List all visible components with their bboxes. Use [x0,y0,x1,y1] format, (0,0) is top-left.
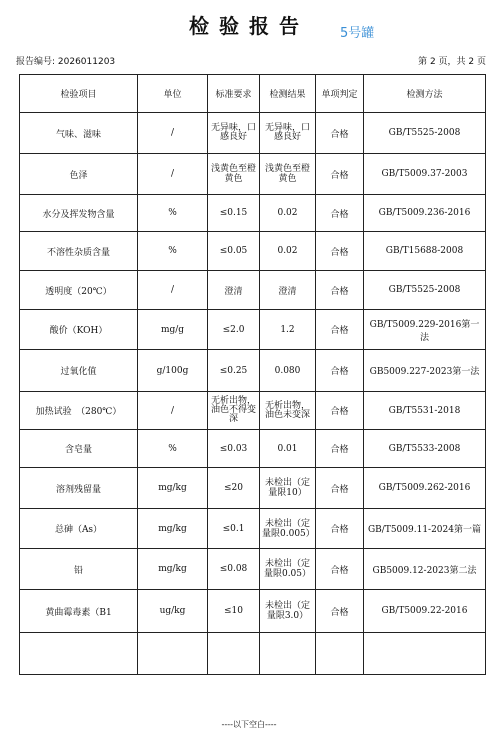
table-row [20,509,486,549]
table-row [20,590,486,633]
row-item: 透明度（20℃） [20,271,138,310]
row-verdict: 合格 [316,195,364,232]
row-unit: mg/kg [138,468,208,509]
row-requirement: ≤0.08 [208,549,260,590]
col-header-requirement: 标准要求 [208,75,260,113]
row-item: 总砷（As） [20,509,138,549]
page-number: 第 2 页，共 2 页 [418,57,486,67]
table-row [20,154,486,195]
report-title: 检验报告 [189,14,309,38]
row-method: GB/T5009.22-2016 [364,590,486,633]
tank-tag: 5号罐 [340,26,375,41]
row-item: 过氧化值 [20,350,138,392]
row-verdict: 合格 [316,392,364,430]
table-row [20,271,486,310]
row-requirement: 无析出物，油色不得变深 [208,392,260,430]
row-result: 澄清 [260,271,316,310]
table-row [20,350,486,392]
row-requirement: ≤0.1 [208,509,260,549]
row-result: 无异味，口感良好 [260,113,316,154]
row-result: 未检出（定量限0.005） [260,509,316,549]
row-item: 加热试验 （280℃） [20,392,138,430]
row-unit: mg/g [138,310,208,350]
blank-below-note: ----以下空白---- [221,720,277,729]
row-item: 水分及挥发物含量 [20,195,138,232]
row-unit: g/100g [138,350,208,392]
row-item [20,633,138,675]
row-method: GB/T5525-2008 [364,271,486,310]
row-unit: % [138,430,208,468]
table-row [20,468,486,509]
row-verdict: 合格 [316,509,364,549]
row-result: 无析出物，油色未变深 [260,392,316,430]
row-verdict [316,633,364,675]
row-requirement: 澄清 [208,271,260,310]
table-row [20,113,486,154]
inspection-table [19,74,486,675]
row-method: GB/T5533-2008 [364,430,486,468]
row-unit: % [138,232,208,271]
row-unit: / [138,113,208,154]
row-method: GB/T15688-2008 [364,232,486,271]
row-unit: / [138,392,208,430]
row-method: GB/T5009.11-2024第一篇 [364,509,486,549]
table-row [20,549,486,590]
row-item: 铅 [20,549,138,590]
row-verdict: 合格 [316,113,364,154]
row-unit: mg/kg [138,549,208,590]
row-result: 0.02 [260,195,316,232]
row-requirement [208,633,260,675]
row-requirement: ≤0.05 [208,232,260,271]
row-verdict: 合格 [316,310,364,350]
row-item: 气味、滋味 [20,113,138,154]
col-header-item: 检验项目 [20,75,138,113]
row-requirement: ≤2.0 [208,310,260,350]
row-requirement: 浅黄色至橙黄色 [208,154,260,195]
row-verdict: 合格 [316,232,364,271]
report-number: 报告编号: 2026011203 [16,57,116,67]
row-method: GB5009.227-2023第一法 [364,350,486,392]
row-unit [138,633,208,675]
row-requirement: ≤20 [208,468,260,509]
row-unit: / [138,271,208,310]
row-unit: ug/kg [138,590,208,633]
row-requirement: ≤0.25 [208,350,260,392]
row-method: GB/T5525-2008 [364,113,486,154]
row-method: GB/T5009.229-2016第一法 [364,310,486,350]
row-result: 浅黄色至橙黄色 [260,154,316,195]
row-item: 含皂量 [20,430,138,468]
row-method: GB/T5531-2018 [364,392,486,430]
row-verdict: 合格 [316,468,364,509]
row-result [260,633,316,675]
row-verdict: 合格 [316,430,364,468]
row-verdict: 合格 [316,271,364,310]
row-result: 未检出（定量限3.0） [260,590,316,633]
row-item: 不溶性杂质含量 [20,232,138,271]
row-result: 未检出（定量限0.05） [260,549,316,590]
table-row [20,310,486,350]
row-method: GB/T5009.262-2016 [364,468,486,509]
row-method: GB5009.12-2023第二法 [364,549,486,590]
table-header-row [20,75,486,113]
row-result: 0.02 [260,232,316,271]
row-requirement: ≤0.15 [208,195,260,232]
row-requirement: 无异味，口感良好 [208,113,260,154]
row-unit: mg/kg [138,509,208,549]
row-result: 未检出（定量限10） [260,468,316,509]
row-verdict: 合格 [316,154,364,195]
row-result: 0.01 [260,430,316,468]
col-header-unit: 单位 [138,75,208,113]
row-item: 酸价（KOH） [20,310,138,350]
row-result: 0.080 [260,350,316,392]
row-method [364,633,486,675]
table-row [20,392,486,430]
col-header-result: 检测结果 [260,75,316,113]
row-requirement: ≤0.03 [208,430,260,468]
row-item: 溶剂残留量 [20,468,138,509]
table-row [20,195,486,232]
row-result: 1.2 [260,310,316,350]
col-header-verdict: 单项判定 [316,75,364,113]
row-method: GB/T5009.236-2016 [364,195,486,232]
col-header-method: 检测方法 [364,75,486,113]
row-verdict: 合格 [316,350,364,392]
table-row [20,430,486,468]
row-item: 黄曲霉毒素（B1 [20,590,138,633]
table-row [20,232,486,271]
row-verdict: 合格 [316,549,364,590]
row-method: GB/T5009.37-2003 [364,154,486,195]
row-unit: / [138,154,208,195]
table-row [20,633,486,675]
row-requirement: ≤10 [208,590,260,633]
row-unit: % [138,195,208,232]
row-verdict: 合格 [316,590,364,633]
row-item: 色泽 [20,154,138,195]
